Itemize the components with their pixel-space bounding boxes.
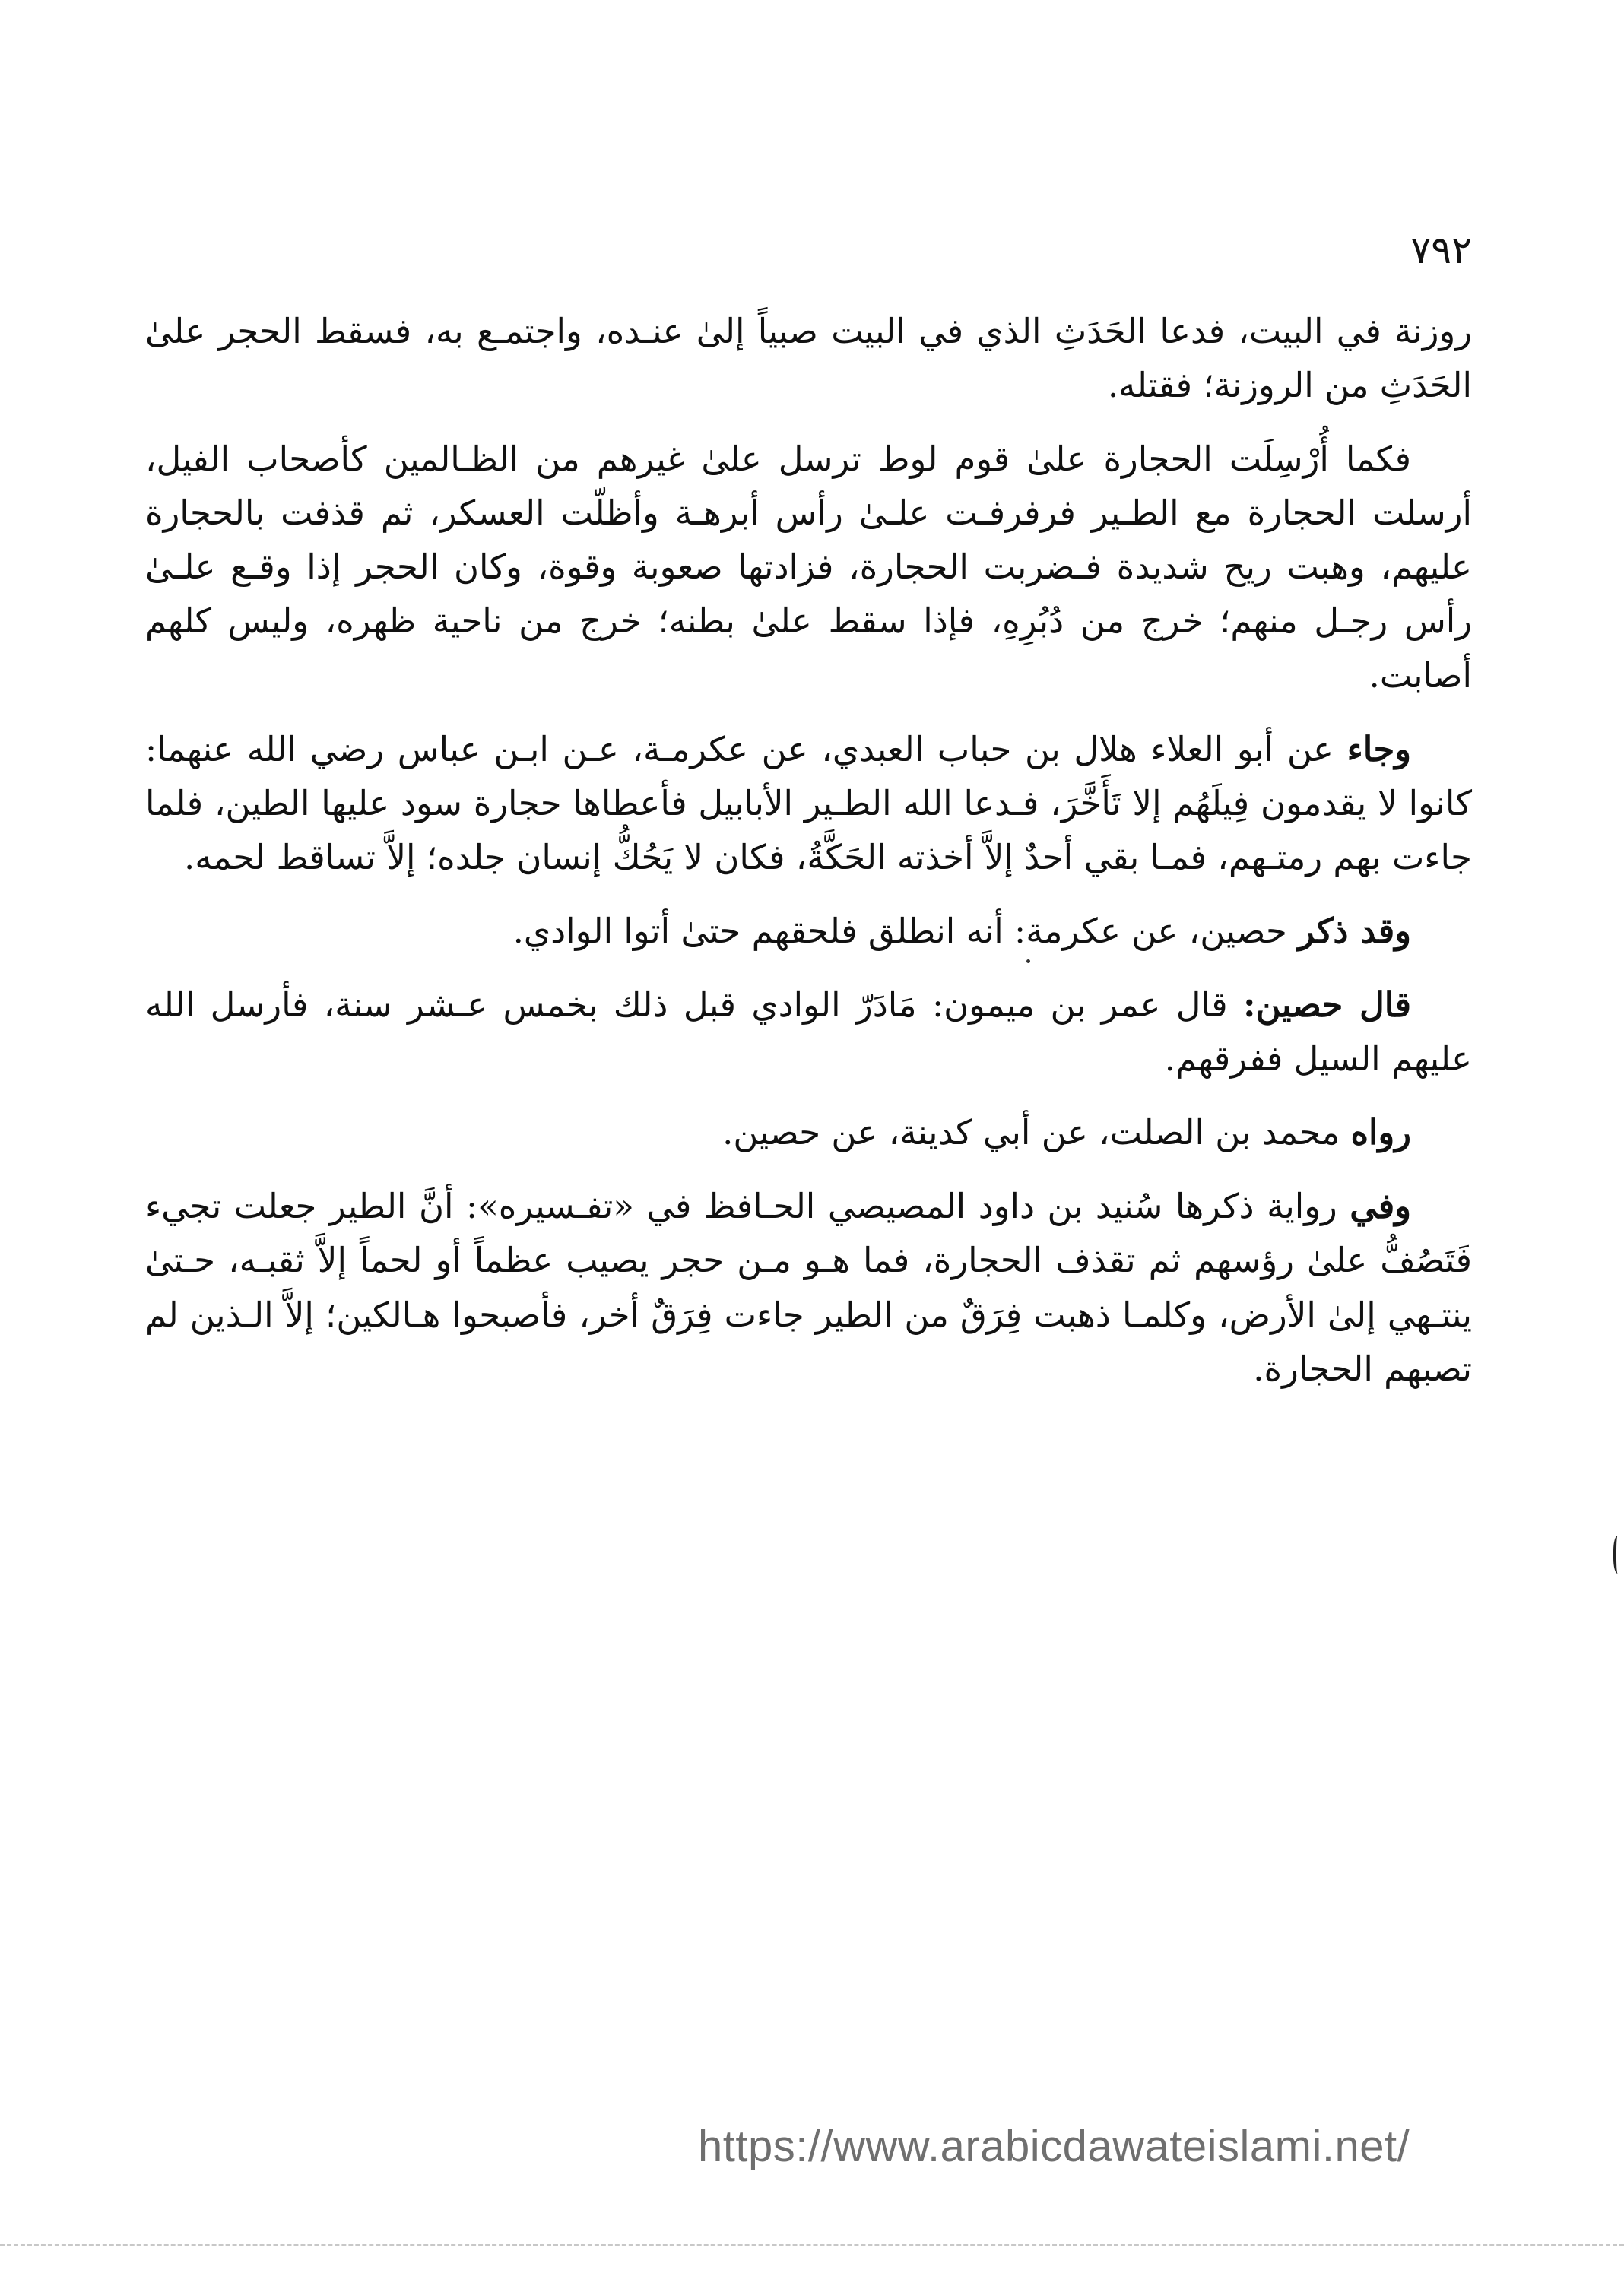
paragraph-5-text: قال عمر بن ميمون: مَادَرّ الوادي قبل ذلك بخمس عـشر سنة، فأرسل الله عليهم السيل ففرقهم.	[145, 984, 1472, 1079]
paragraph-5	[145, 978, 1472, 1086]
scan-bottom-edge	[0, 2244, 1624, 2246]
paragraph-7	[145, 1179, 1472, 1395]
page-number: ٧٩٢	[1410, 228, 1472, 272]
paragraph-4-text: حصين، عن عكرمة: أنه انطلق فلحقهم حتىٰ أتوا الوادي.	[512, 910, 1299, 951]
paragraph-7-lead: وفي	[1350, 1186, 1411, 1227]
paragraph-3-text: عن أبو العلاء هلال بن حباب العبدي، عن عكرمـة، عـن ابـن عباس رضي الله عنهما: كانوا لا يقدمون فِيلَهُم إلا تَأَخَّرَ، فـدعا الله الطـير الأبابيل فأعطاها حجارة سود عليها الطين، فلما جاءت بهم رمتـهم، فمـا بقي أحدٌ إلاَّ أخذته الحَكَّةُ، فكان لا يَحُكُّ إنسان جلده؛ إلاَّ تساقط لحمه.	[145, 728, 1472, 877]
scan-speck	[1026, 959, 1030, 963]
paragraph-2-text: فكما أُرْسِلَت الحجارة علىٰ قوم لوط ترسل علىٰ غيرهم من الظـالمين كأصحاب الفيل، أرسلت الحجارة مع الطـير فرفرفـت علـىٰ رأس أبرهـة وأظلّت العسكر، ثم قذفت بالحجارة عليهم، وهبت ريح شديدة فـضربت الحجارة، فزادتها صعوبة وقوة، وكان الحجر إذا وقـع علـىٰ رأس رجـل منهم؛ خرج من دُبُرِهِ، فإذا سقط علىٰ بطنه؛ خرج من ناحية ظهره، وليس كلهم أصابت.	[145, 439, 1472, 696]
paragraph-5-lead: قال حصين:	[1243, 984, 1411, 1026]
page-body	[145, 304, 1472, 1415]
paragraph-2	[145, 432, 1472, 702]
paragraph-7-text: رواية ذكرها سُنيد بن داود المصيصي الحـافظ في «تفـسيره»: أنَّ الطير جعلت تجيء فَتَصُفُّ علىٰ رؤسهم ثم تقذف الحجارة، فما هـو مـن حجر يصيب عظماً أو لحماً إلاَّ ثقبـه، حـتىٰ ينتـهي إلىٰ الأرض، وكلمـا ذهبت فِرَقٌ من الطير جاءت فِرَقٌ أخر، فأصبحوا هـالكين؛ إلاَّ الـذين لم تصبهم الحجارة.	[145, 1186, 1472, 1389]
paragraph-3	[145, 722, 1472, 884]
watermark-url: https://www.arabicdawateislami.net/	[698, 2122, 1410, 2171]
paragraph-6	[145, 1105, 1472, 1159]
paragraph-6-lead: رواه	[1350, 1112, 1411, 1153]
binding-edge-mark	[1613, 1536, 1624, 1574]
paragraph-1	[145, 304, 1472, 412]
paragraph-4	[145, 904, 1472, 958]
paragraph-6-text: محمد بن الصلت، عن أبي كدينة، عن حصين.	[722, 1112, 1351, 1153]
paragraph-4-lead: وقد ذكر	[1298, 910, 1411, 951]
paragraph-1-text: روزنة في البيت، فدعا الحَدَثِ الذي في البيت صبياً إلىٰ عنـده، واجتمـع به، فسقط الحجر علىٰ الحَدَثِ من الروزنة؛ فقتله.	[145, 311, 1472, 406]
paragraph-3-lead: وجاء	[1346, 728, 1411, 769]
